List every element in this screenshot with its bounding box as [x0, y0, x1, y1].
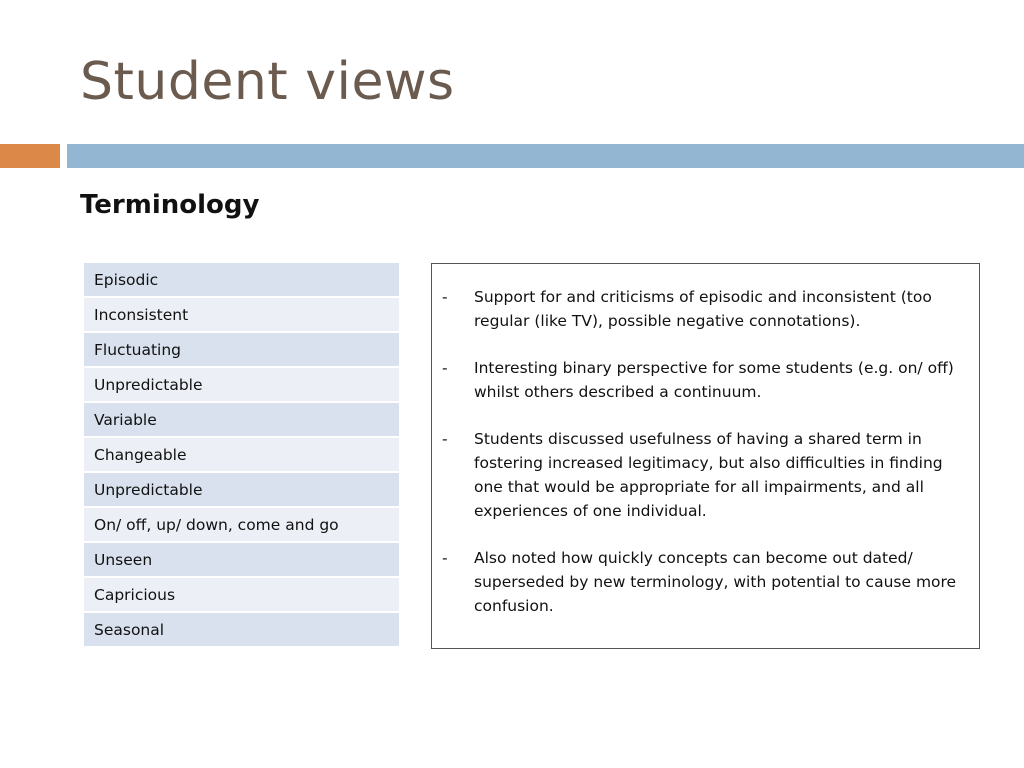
table-row — [84, 612, 399, 647]
list-item — [442, 427, 963, 523]
note-text: Also noted how quickly concepts can become out dated/ superseded by new terminology, with potential to cause more confusion. — [474, 549, 957, 615]
table-row — [84, 577, 399, 612]
terminology-table — [84, 263, 399, 648]
note-text: Interesting binary perspective for some students (e.g. on/ off) whilst others described a continuum. — [474, 359, 954, 401]
term-cell: Capricious — [84, 577, 399, 612]
slide-title: Student views — [80, 52, 455, 112]
notes-box — [431, 263, 980, 649]
term-cell: On/ off, up/ down, come and go — [84, 507, 399, 542]
title-accent-bar-orange — [0, 144, 60, 168]
term-cell: Fluctuating — [84, 332, 399, 367]
bullet-dash: - — [442, 359, 448, 377]
term-cell: Unpredictable — [84, 367, 399, 402]
note-text: Support for and criticisms of episodic and inconsistent (too regular (like TV), possible negative connotations). — [474, 288, 932, 330]
section-heading: Terminology — [80, 190, 260, 220]
list-item — [442, 285, 963, 333]
list-item — [442, 356, 963, 404]
table-row — [84, 332, 399, 367]
notes-list — [442, 285, 963, 618]
bullet-dash: - — [442, 288, 448, 306]
list-item — [442, 546, 963, 618]
table-row — [84, 297, 399, 332]
term-cell: Unseen — [84, 542, 399, 577]
table-row — [84, 437, 399, 472]
term-cell: Inconsistent — [84, 297, 399, 332]
table-row — [84, 542, 399, 577]
term-cell: Seasonal — [84, 612, 399, 647]
term-cell: Unpredictable — [84, 472, 399, 507]
term-cell: Episodic — [84, 263, 399, 297]
bullet-dash: - — [442, 430, 448, 448]
term-cell: Changeable — [84, 437, 399, 472]
note-text: Students discussed usefulness of having a shared term in fostering increased legitimacy, but also difficulties in finding one that would be appropriate for all impairments, and all experiences of one individual. — [474, 430, 943, 520]
table-row — [84, 263, 399, 297]
term-cell: Variable — [84, 402, 399, 437]
table-row — [84, 507, 399, 542]
table-row — [84, 402, 399, 437]
title-accent-bar-blue — [67, 144, 1024, 168]
table-row — [84, 472, 399, 507]
bullet-dash: - — [442, 549, 448, 567]
table-row — [84, 367, 399, 402]
